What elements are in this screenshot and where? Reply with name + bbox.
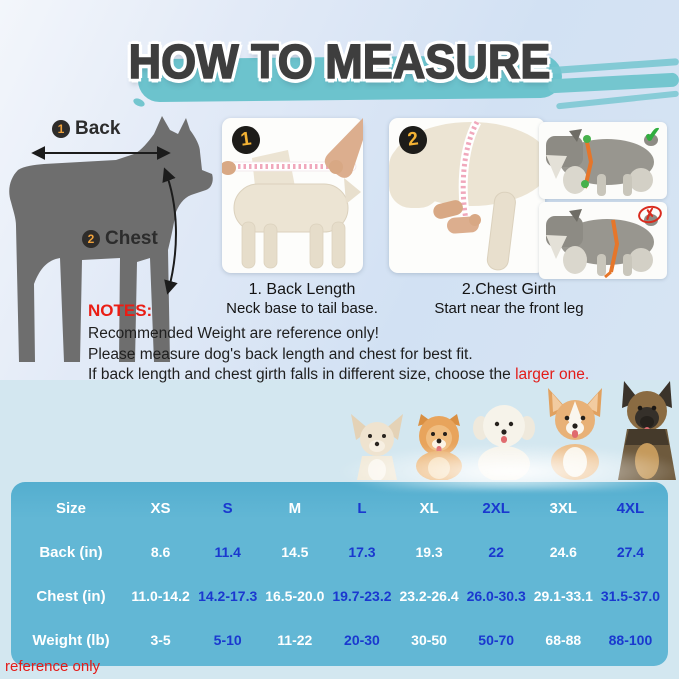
size-4xl: 4XL: [616, 499, 645, 517]
chest-number-badge: 2: [82, 230, 100, 248]
correct-example-photo: [539, 122, 667, 199]
size-3xl: 3XL: [549, 499, 578, 517]
table-cell: 5-10: [213, 632, 242, 648]
row-label-back: Back (in): [39, 543, 103, 561]
table-header-row: [15, 486, 664, 530]
notes-section: [88, 301, 589, 386]
table-cell: 11-22: [277, 632, 313, 648]
table-cell: 29.1-33.1: [533, 588, 593, 604]
size-table: [11, 482, 668, 666]
size-l: L: [357, 499, 367, 517]
notes-line-3-text: If back length and chest girth falls in different size, choose the: [88, 366, 516, 383]
table-cell: 19.7-23.2: [332, 588, 392, 604]
mist-overlay: [338, 444, 679, 490]
table-cell: 26.0-30.3: [466, 588, 526, 604]
table-cell: 22: [488, 544, 504, 560]
step1-number-badge: 1: [230, 124, 262, 156]
table-cell: 17.3: [348, 544, 376, 560]
notes-line-3-highlight: larger one.: [515, 366, 590, 383]
size-xs: XS: [150, 499, 171, 517]
step1-caption-subtitle: Neck base to tail base.: [226, 300, 378, 317]
table-cell: 30-50: [411, 632, 447, 648]
table-cell: 88-100: [608, 632, 653, 648]
notes-line-3: [88, 365, 589, 386]
step1-photo-card: [222, 118, 363, 273]
table-cell: 3-5: [150, 632, 171, 648]
back-label-group: [52, 118, 120, 140]
table-cell: 68-88: [545, 632, 582, 648]
step2-photo-card: [389, 118, 545, 273]
chest-label: Chest: [105, 228, 158, 249]
table-row-weight: [15, 618, 664, 662]
size-m: M: [288, 499, 302, 517]
cross-icon: ✗: [636, 204, 663, 226]
table-cell: 14.2-17.3: [198, 588, 258, 604]
table-footnote: reference only: [5, 658, 101, 675]
chest-label-group: [82, 228, 158, 250]
table-cell: 19.3: [415, 544, 443, 560]
row-label-chest: Chest (in): [36, 587, 106, 605]
size-s: S: [222, 499, 233, 517]
table-cell: 24.6: [549, 544, 577, 560]
table-cell: 50-70: [478, 632, 515, 648]
notes-line-2: Please measure dog's back length and chest for best fit.: [88, 345, 473, 363]
back-label: Back: [75, 118, 121, 139]
table-cell: 20-30: [344, 632, 380, 648]
check-icon: ✔: [643, 123, 663, 148]
notes-line-1: Recommended Weight are reference only!: [88, 325, 379, 342]
back-number-badge: 1: [52, 120, 70, 138]
table-cell: 31.5-37.0: [600, 588, 661, 604]
table-header-label: Size: [55, 499, 86, 517]
table-cell: 27.4: [616, 544, 645, 560]
size-xl: XL: [419, 499, 439, 517]
notes-heading: NOTES:: [88, 301, 153, 320]
row-label-weight: Weight (lb): [32, 631, 110, 649]
table-cell: 23.2-26.4: [399, 588, 459, 604]
step1-caption-title: 1. Back Length: [248, 281, 356, 298]
table-row-back: [15, 530, 664, 574]
brush-splatter: [556, 91, 679, 110]
table-cell: 11.4: [214, 544, 241, 560]
table-cell: 16.5-20.0: [265, 588, 325, 604]
size-2xl: 2XL: [482, 499, 510, 517]
table-cell: 14.5: [281, 544, 309, 560]
step2-number-badge: 2: [397, 124, 429, 156]
step2-caption-subtitle: Start near the front leg: [434, 300, 584, 317]
step2-caption-title: 2.Chest Girth: [461, 281, 557, 298]
page-title: HOW TO MEASURE: [128, 33, 551, 89]
table-cell: 11.0-14.2: [131, 588, 190, 604]
wrong-example-photo: [539, 202, 667, 279]
table-cell: 8.6: [150, 544, 171, 560]
table-row-chest: [15, 574, 664, 618]
